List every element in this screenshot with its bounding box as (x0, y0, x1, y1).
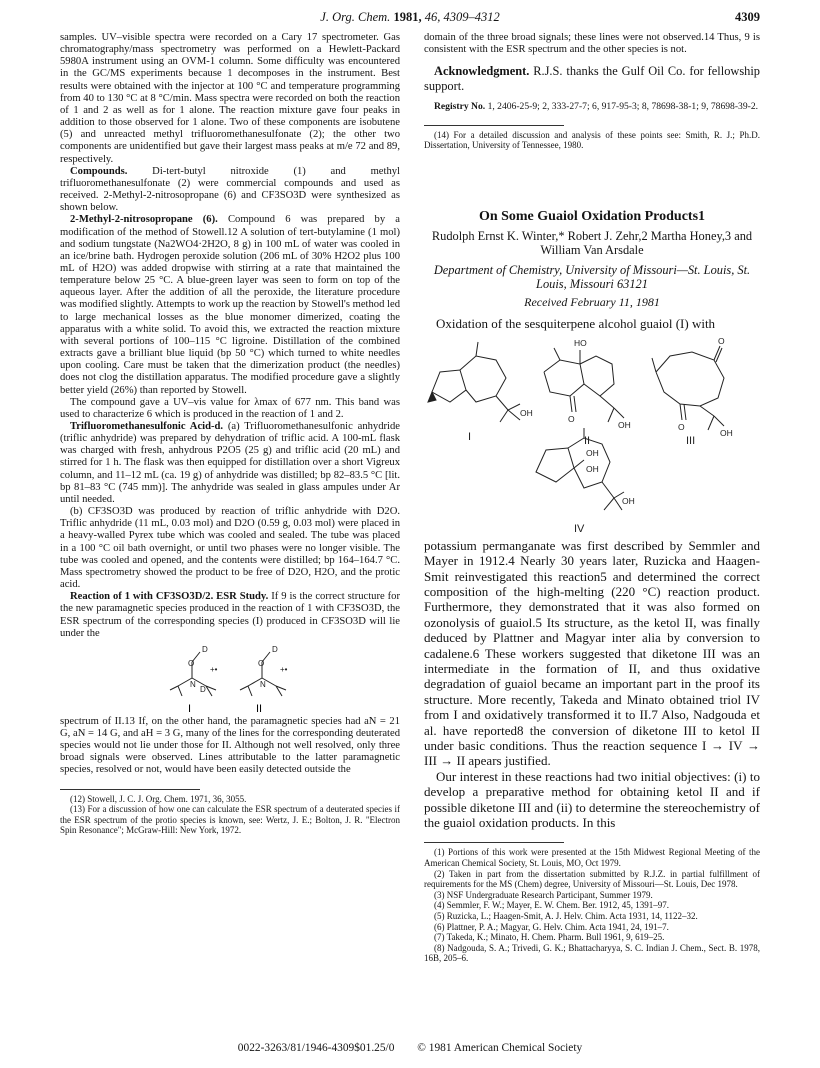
structure-label-i: I (188, 702, 192, 715)
run-in-heading: Trifluoromethanesulfonic Acid-d. (70, 421, 224, 432)
footnote-8: (8) Nadgouda, S. A.; Trivedi, G. K.; Bhattacharyya, S. C. Indian J. Chem., Sect. B. 1978, 16B, 205–6. (424, 942, 760, 964)
registry-numbers (424, 101, 760, 113)
journal-volume: 46, (424, 10, 441, 24)
footnote-3: (3) NSF Undergraduate Research Participant, Summer 1979. (434, 889, 653, 900)
running-header (60, 10, 760, 28)
paragraph-nitrosopropane (60, 214, 400, 396)
article-code: 0022-3263/81/1946-4309$01.25/0 (237, 1042, 395, 1054)
paragraph-experimental: samples. UV–visible spectra were recorded on a Cary 17 spectrometer. Gas chromatography/mass spectrometry was performed on a Hewlett-Packard 5980A instrument using an OVM-1 column. Some difficulty was encountered in the GC/MS experiments because 1 decomposes in the instrument. Best results were obtained with the injector at 100 °C and temperature programming from 40 to 130 °C at 8 °C/min. Mass spectra were recorded on both the reaction of 1 and 2 as well as for 1 alone. The reaction mixture gave four peaks in addition to those observed for 1 alone. Two of these components are isobutene (5) and unreacted methyl trifluoromethanesulfonate (2); the other two components are unidentified but gave their largest mass peaks at m/e 72 and 89, respectively. (60, 32, 400, 165)
footnote-14: (14) For a detailed discussion and analysis of these points see: Smith, R. J.; Ph.D. Dissertation, University of Tennessee, 1980. (424, 129, 760, 151)
paragraph-text: Compound 6 was prepared by a modification of the method of Stowell.12 A solution of tert-butylamine (1 mol) and sodium tungstate (Na2WO4·2H2O, 8 g) in 100 mL of water was cooled in an ice/brine bath. Hydrogen peroxide solution (206 mL of 30% H2O2 plus 100 mL of H2O) was added dropwise with stirring at a rate that maintained the temperature below 25 °C. A blue-green layer was seen to form on top of the aqueous layer. After the addition of all the peroxide, the literature procedure was modified slightly. Attempts to work up the reaction by Stowell's method led to large mechanical losses as the blue monomer dimerized, coating the apparatus with a white solid. To avoid this, we extracted the reaction mixture with several portions of 100–115 °C ligroine. Distillation of the combined extracts gave a brilliant blue liquid (bp 50 °C) which turned to white needles upon cooling. Care must be taken that the dimerization product (the needles) does not clog the distillation apparatus. The modified procedure gave a slightly better yield (26%) than reported by Stowell. (60, 214, 400, 396)
atom-d: D (200, 684, 206, 694)
label-o: O (718, 335, 725, 346)
footnote-5: (5) Ruzicka, L.; Haagen-Smit, A. J. Helv. Chim. Acta 1931, 14, 1122–32. (434, 911, 698, 921)
article-authors: Rudolph Ernst K. Winter,* Robert J. Zehr,2 Martha Honey,3 and William Van Arsdale (431, 229, 753, 258)
paragraph-intro: Oxidation of the sesquiterpene alcohol guaiol (I) with (436, 316, 716, 332)
structure-drawing (60, 640, 400, 716)
page-number: 4309 (735, 10, 760, 24)
registry-heading: Registry No. (434, 101, 486, 113)
footnote-12: (12) Stowell, J. C. J. Org. Chem. 1971, 36, 3055. (70, 793, 247, 804)
paragraph-uv: The compound gave a UV–vis value for λmax of 677 nm. This band was used to characterize 6 which is produced in the reaction of 1 and 2. (60, 396, 400, 420)
label-ho: HO (574, 337, 587, 348)
atom-o: O (188, 658, 195, 668)
label-oh: OH (618, 419, 631, 430)
label-o: O (678, 421, 685, 432)
structure-drawing (424, 332, 760, 538)
paragraph-esr-end: domain of the three broad signals; these lines were not observed.14 Thus, 9 is consistent with the ESR spectrum and the other species is not. (424, 32, 760, 56)
right-column (424, 32, 760, 964)
radical-cation-mark: +• (210, 664, 218, 674)
atom-o: O (258, 658, 265, 668)
label-oh: OH (586, 463, 599, 474)
label-oh: OH (586, 447, 599, 458)
atom-d: D (202, 644, 208, 654)
atom-n: N (190, 679, 196, 689)
article-title: On Some Guaiol Oxidation Products1 (478, 209, 706, 224)
label-oh: OH (622, 495, 635, 506)
atom-n: N (260, 679, 266, 689)
guaiol-structures (424, 332, 760, 538)
paragraph-triflic-b: (b) CF3SO3D was produced by reaction of triflic anhydride with D2O. Triflic anhydride (11 mL, 0.03 mol) and D2O (0.59 g, 0.03 mol) were placed in a heavy-walled Pyrex tube which was cooled and sealed. The tube was placed in a 100 °C oil bath overnight, or until two phases were no longer visible. The tube was cooled and opened, and the contents were distilled; bp 164–164.7 °C. Mass spectrometry showed the product to be free of D2O, H2O, and the protic acid. (60, 506, 400, 591)
label-o: O (568, 413, 575, 424)
label-oh: OH (720, 427, 733, 438)
footnote-rule (424, 125, 564, 126)
footnote-4: (4) Semmler, F. W.; Mayer, E. W. Chem. Ber. 1912, 45, 1391–97. (434, 900, 670, 911)
structure-label-iii: III (686, 434, 696, 447)
paragraph-triflic-a (60, 421, 400, 506)
structure-label-iv: IV (574, 522, 585, 535)
intro-text (424, 316, 760, 331)
paragraph-esr-cont: spectrum of II.13 If, on the other hand, the paramagnetic species had aN = 21 G, aN = 14 G, and aH = 3 G, many of the lines for the corresponding deuterated species would not lie under those for II. Although not well resolved, only three broad signals were observed. Lines attributable to the latter paramagnetic species, resolved or not, would have been easily detected outside the (60, 715, 400, 776)
footnote-rule (424, 842, 564, 843)
body-text (424, 538, 760, 831)
radical-cation-mark: +• (280, 664, 288, 674)
article-affiliation: Department of Chemistry, University of Missouri—St. Louis, St. Louis, Missouri 63121 (433, 263, 751, 292)
footnote-6: (6) Plattner, P. A.; Magyar, G. Helv. Chim. Acta 1941, 24, 191–7. (434, 921, 669, 932)
left-column (60, 32, 400, 836)
journal-year: 1981, (393, 10, 422, 24)
label-oh: OH (520, 407, 533, 418)
atom-d: D (272, 644, 278, 654)
run-in-heading: Compounds. (70, 165, 128, 177)
footnote-rule (60, 789, 200, 790)
paragraph-text: If 9 is the correct structure for the new paramagnetic species produced in the reaction of 1 with CF3SO3D, the ESR spectrum of the corresponding species (I) produced in CF3SO3D will lie under the (60, 591, 400, 639)
footnote-7: (7) Takeda, K.; Minato, H. Chem. Pharm. Bull 1961, 9, 619–25. (434, 932, 665, 943)
paragraph-text: (a) Trifluoromethanesulfonic anhydride (triflic anhydride) was prepared by dehydration of triflic acid. A 100-mL flask was charged with fresh, anhydrous P2O5 (25 g) and triflic acid (20 mL) and stirred for 1 h. The flask was then equipped for distillation over a short Vigreux column, and 11–12 mL (ca. 19 g) of anhydride was distilled; bp 82–83.5 °C [lit. bp 81–83 °C (745 mm)]. The anhydride was sealed in glass ampules under Ar until needed. (60, 421, 400, 505)
nitroxide-structures (60, 640, 400, 716)
acknowledgment-heading: Acknowledgment. (434, 64, 530, 79)
footnote-2: (2) Taken in part from the dissertation submitted by R.J.Z. in partial fulfillment of requirements for the MS (Chem) degree, University of Missouri—St. Louis, Dec 1978. (424, 868, 760, 890)
paragraph-text: Di-tert-butyl nitroxide (1) and methyl trifluoromethanesulfonate (2) were commercial compounds and used as received. 2-Methyl-2-nitrosopropane (6) and CF3SO3D were synthesized as shown below. (60, 165, 400, 214)
paragraph-history: potassium permanganate was first described by Semmler and Mayer in 1912.4 Nearly 30 years later, Ruzicka and Haagen-Smit reinvestigated this reaction5 and determined the correct composition of the high-melting (220 °C) reaction product. Furthermore, they demonstrated that it was also formed on ozonolysis of guaiol.5 Its structure, as the ketol II, was finally deduced by Plattner and Magyar inter alia by conversion to cadalene.6 These workers suggested that diketone III was an intermediate in the formation of II, and thus oxidative degradation of guaiol became an important part in the proof its structure. More recently, Takeda and Minato obtained triol IV from I and oxidatively transformed it to II.7 Also, Nadgouda et al. have reported8 the conversion of diketone III to ketol II under basic conditions. Thus the reaction sequence I → IV → III → II apears justified. (424, 537, 760, 769)
run-in-heading: Reaction of 1 with CF3SO3D/2. ESR Study. (70, 591, 269, 603)
registry-text: 1, 2406-25-9; 2, 333-27-7; 6, 917-95-3; 8, 78698-38-1; 9, 78698-39-2. (487, 101, 759, 113)
footnote-13: (13) For a discussion of how one can calculate the ESR spectrum of a deuterated species if the ESR spectrum of the protio species is known, see: Wertz, J. E.; Bolton, J. R. "Electron Spin Resonance"; McGraw-Hill: New York, 1972. (60, 804, 400, 836)
paragraph-compounds (60, 166, 400, 215)
acknowledgment-text: R.J.S. thanks the Gulf Oil Co. for fellowship support. (424, 64, 760, 93)
journal-pages: 4309–4312 (443, 10, 500, 24)
run-in-heading: 2-Methyl-2-nitrosopropane (6). (70, 214, 218, 226)
paragraph-objectives: Our interest in these reactions had two initial objectives: (i) to develop a preparative method for obtaining ketol II and if possible diketone III and (ii) to determine the stereochemistry of the guaiol oxidation products. In this (424, 768, 760, 831)
structure-label-ii: II (256, 702, 263, 715)
structure-label-i: I (468, 430, 472, 443)
footnote-1: (1) Portions of this work were presented at the 15th Midwest Regional Meeting of the American Chemical Society, St. Louis, MO, Oct 1979. (424, 847, 760, 869)
acknowledgment (424, 64, 760, 93)
journal-citation (60, 10, 760, 25)
received-date: Received February 11, 1981 (524, 295, 660, 310)
paragraph-esr (60, 591, 400, 640)
journal-name: J. Org. Chem. (320, 10, 391, 24)
copyright-notice: © 1981 American Chemical Society (417, 1042, 583, 1054)
page-footer (60, 1042, 760, 1054)
structure-label-ii: II (584, 434, 591, 447)
